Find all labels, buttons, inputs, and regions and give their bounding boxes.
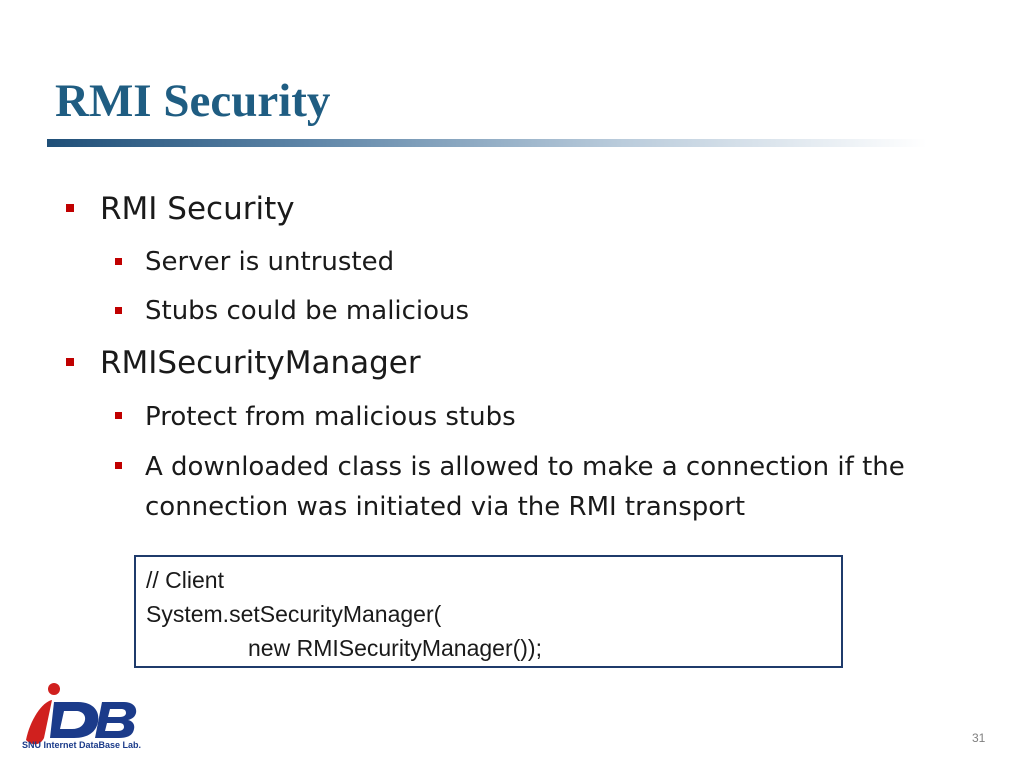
slide-title: RMI Security [55,75,331,127]
bullet-level1: RMI Security [100,191,295,227]
logo-subtitle: SNU Internet DataBase Lab. [22,740,142,750]
bullet-marker [115,412,122,419]
code-line: // Client [146,567,224,593]
bullet-marker [66,204,74,212]
bullet-marker [66,358,74,366]
bullet-level2: Protect from malicious stubs [145,402,516,432]
bullet-level1: RMISecurityManager [100,345,421,381]
code-box [134,555,843,668]
code-line: System.setSecurityManager( [146,601,442,627]
page-number: 31 [972,731,986,745]
bullet-level2: Stubs could be malicious [145,296,470,326]
bullet-marker [115,258,122,265]
bullet-level2: Server is untrusted [145,247,395,277]
bullet-marker [115,462,122,469]
bullet-level2: A downloaded class is allowed to make a connection if the connection was initiated via the RMI transport [145,452,905,522]
code-line: new RMISecurityManager()); [248,635,542,661]
bullet-marker [115,307,122,314]
